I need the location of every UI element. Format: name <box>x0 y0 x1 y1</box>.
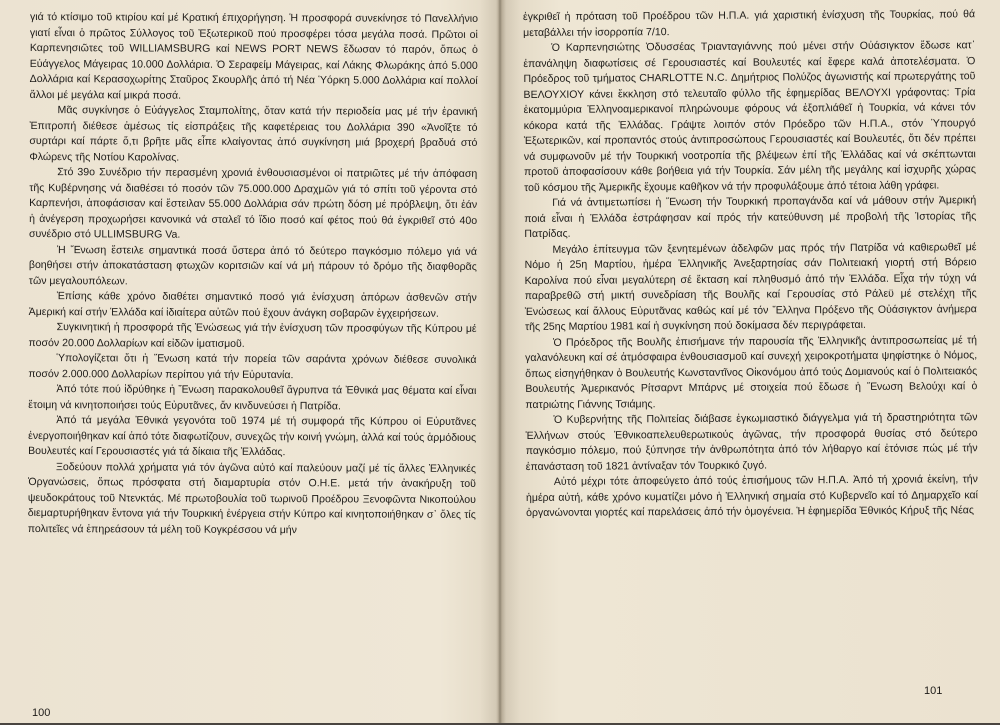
paragraph: Μᾶς συγκίνησε ὁ Εὐάγγελος Σταμπολίτης, ὅταν κατά τήν περιοδεία μας μέ τήν ἐρανική Ἐπιτροπή διέθεσε ἀμέσως τίς εἰσπράξεις τῆς καφετέρειας του Δολλάρια 390 «Ἀνοῖξτε τό συρτάρι καί πάρτε ὅ,τι βρῆτε μᾶς εἶπε κλαίγοντας ἀπό συγκίνηση μιά βροχερή βραδυά στό Φλώρενς τῆς Νοτίου Καρολίνας. <box>29 104 478 164</box>
page-number-left: 100 <box>32 707 51 719</box>
paragraph: Ἐπίσης κάθε χρόνο διαθέτει σημαντικό ποσό γιά ἐνίσχυση ἀπόρων ἀσθενῶν στήν Ἀμερική καί στήν Ἑλλάδα καί ἰδιαίτερα αὐτῶν πού ἔχουν ἀνάγκη σοβαρῶν ἐγχειρήσεων. <box>28 290 477 320</box>
paragraph: Γιά νά ἀντιμετωπίσει ἡ Ἕνωση τήν Τουρκική προπαγάνδα καί νά μάθουν στήν Ἀμερική ποιά εἶναι ἡ Ἑλλάδα ἐστράφησαν καί πρός τήν κατεύθυνση μέ προβολή τῆς Ἱστορίας τῆς Πατρίδας. <box>524 194 977 240</box>
paragraph: Αὐτό μέχρι τότε ἀποφεύγετο ἀπό τούς ἐπισήμους τῶν Η.Π.Α. Ἀπό τή χρονιά ἐκείνη, τήν ἡμέρα αὐτή, κάθε χρόνο κυματίζει μόνο ἡ Ἑλληνική σημαία στό Κυβερνεῖο καί τό Δημαρχεῖο καί ὀργανώνονται γιορτές καί παρελάσεις ἀπό τήν ὁμογένεια. Ἡ ἐφημερίδα Ἐθνικός Κήρυξ τῆς Νέας <box>525 473 979 519</box>
paragraph: γιά τό κτίσιμο τοῦ κτιρίου καί μέ Κρατική έπιχορήγηση. Ἡ προσφορά συνεκίνησε τό Πανελλήνιο γιατί εἶναι ὁ πρῶτος Σύλλογος τοῦ Ἐξωτερικοῦ πού προσφέρει τόσα μεγάλα ποσά. Πρῶτοι οἱ Καρπενησιῶτες τοῦ WILLIAMSBURG καί NEWS PORT NEWS ἔδωσαν τό παρόν, ὅπως ὁ Εὐάγγελος Μάγειρας 10.000 Δολλάρια. Ὁ Σεραφείμ Μάγειρας, καί Λάκης Φλωράκης ἀπό 5.000 Δολλάρια καί Κερασοχωρίτης Σταῦρος Σκουρλῆς ἀπό τή Νέα Ὑόρκη 5.000 Δολλάρια καί πολλοί ἄλλοι μέ μεγάλα καί μικρά ποσά. <box>29 10 478 102</box>
paragraph: ἐγκριθεῖ ἡ πρόταση τοῦ Προέδρου τῶν Η.Π.Α. γιά χαριστική ἐνίσχυση τῆς Τουρκίας, πού θά μεταβάλλει τήν ἰσορροπία 7/10. <box>523 8 976 39</box>
paragraph: Μεγάλο ἐπίτευγμα τῶν ξενητεμένων ἀδελφῶν μας πρός τήν Πατρίδα νά καθιερωθεῖ μέ Νόμο ἡ 25η Μαρτίου, ἡμέρα Ἑλληνικῆς Ἀνεξαρτησίας σάν Πολιτειακή γιορτή στή Βόρειο Καρολίνα πού εἶναι μεγαλύτερη σέ ἔκταση καί πληθυσμό ἀπό τήν Ἑλλάδα. Εἶχα τήν τύχη νά παραβρεθῶ στή μικτή συνεδρίαση τῆς Βουλῆς καί Γερουσίας στό Ράλεϋ μέ στελέχη τῆς Ἑνώσεως καί ἄλλους Εὐρυτᾶνας καθώς καί μέ τόν Ἕλληνα Πρόξενο τῆς Οὐάσιγκτον ἀνήμερα τῆς 25ης Μαρτίου 1981 καί ἡ συγκίνηση πού δοκίμασα δέν περιγράφεται. <box>524 240 977 333</box>
book-gutter <box>480 0 520 723</box>
paragraph: Ἀπό τά μεγάλα Ἐθνικά γεγονότα τοῦ 1974 μέ τή συμφορά τῆς Κύπρου οἱ Εὐρυτᾶνες ἐνεργοποιήθηκαν καί ἀπό τότε διαφωτίζουν, συνεχῶς τήν κοινή γνώμη, ἀλλά καί τούς ἁρμόδιους Βουλευτές καί Γερουσιαστές γιά τά δίκαια τῆς Ἑλλάδας. <box>28 414 477 459</box>
paragraph: Ὁ Πρόεδρος τῆς Βουλῆς ἐπισήμανε τήν παρουσία τῆς Ἑλληνικῆς ἀντιπροσωπείας μέ τή γαλανόλευκη καί σέ ἀτμόσφαιρα ἐνθουσιασμοῦ καί συνεχή χειροκροτήματα ψηφίστηκε ὁ Νόμος, ὅπως εἰσηγήθηκαν ὁ Βουλευτής Κωνσταντῖνος Οἰκονόμου ἀπό τούς Δομιανούς καί ὁ Πολιτειακός Βουλευτής Ἀμερικανός Ρίτσαρντ Μπάρνς μέ στοιχεία πού ἔδωσε ἡ Ἕνωση Βελούχι καί ὁ πατριώτης Γιάννης Τσιάμης. <box>525 333 978 411</box>
paragraph: Ξοδεύουν πολλά χρήματα γιά τόν ἀγῶνα αὐτό καί παλεύουν μαζί μέ τίς ἄλλες Ἑλληνικές Ὀργανώσεις, ὅπως πρόσφατα στή διαμαρτυρία στόν Ο.Η.Ε. μετά τήν ἀνακήρυξη τοῦ ψευδοκράτους τοῦ Ντενκτάς. Μέ πρωτοβουλία τοῦ τωρινοῦ Προέδρου Ξενοφῶντα Νικοπούλου διεμαρτυρήθηκαν ἔντονα γιά τήν Τουρκική ἐνέργεια στήν Κύπρο καί κινητοποιήθηκαν σ᾿ ὅλες τίς πολιτεῖες νά ἐπηρεάσουν τά μέλη τοῦ Κογκρέσσου νά μήν <box>27 460 477 536</box>
paragraph: Συγκινητική ἡ προσφορά τῆς Ἑνώσεως γιά τήν ἐνίσχυση τῶν προσφύγων τῆς Κύπρου μέ ποσόν 20.000 Δολλαρίων καί εἰδῶν ἱματισμοῦ. <box>28 321 477 350</box>
paragraph: Ἀπό τότε πού ἱδρύθηκε ἡ Ἕνωση παρακολουθεῖ ἄγρυπνα τά Ἐθνικά μας θέματα καί εἶναι ἕτοιμη νά κινητοποιήσει τούς Εὐρυτᾶνες, ἄν κινδυνεύσει ἡ Πατρίδα. <box>28 383 477 412</box>
paragraph: Ὁ Καρπενησιώτης Ὀδυσσέας Τριανταγιάννης πού μένει στήν Οὐάσιγκτον ἔδωσε κατ᾿ ἐπανάληψη διαφωτίσεις σέ Γερουσιαστές καί Βουλευτές καί ἔφερε καλά ἀποτελέσματα. Ὁ Πρόεδρος τοῦ τμήματος CHARLOTTE N.C. Δημήτριος Πολύζος ἀγωνιστής καί πρωτεργάτης τοῦ ΒΕΛΟΥΧΙΟΥ κάνει ἔκκληση στό τελευταῖο φύλλο τῆς ἐφημερίδας ΒΕΛΟΥΧΙ γράφοντας: Τρία ἑκατομμύρια Ἑλληνοαμερικανοί πληρώνουμε φόρους νά ἐξοπλιάθεῖ ἡ Τουρκία, νά κάνει τόν κόκορα κατά τῆς Ἑλλάδας. Γράψτε λοιπόν στόν Πρόεδρο τῶν Η.Π.Α., στόν Ὑπουργό Ἐξωτερικῶν, καί προπαντός στούς ἀντιπροσώπους Γερουσιαστές καί Βουλευτές, ὅτι δέν πρέπει νά συμφωνοῦν μέ τήν Τουρκική νοοτροπία τῆς βλέψεων ἐπί τῆς Ἑλλάδας καί νά σκέπτωνται προτοῦ ἀποφασίσουν κάθε βοήθεια γιά τήν Τουρκία. Σάν μέλη τῆς μεγάλης καί ἰσχυρῆς χώρας τοῦ κόσμου τῆς Ἀμερικῆς ἔχουμε καθῆκον νά τήν προφυλάξουμε ἀπό τέτοια λάθη γράφει. <box>523 39 977 194</box>
paragraph: Ὑπολογίζεται ὅτι ἡ Ἕνωση κατά τήν πορεία τῶν σαράντα χρόνων διέθεσε συνολικά ποσόν 2.000.000 Δολλαρίων περίπου γιά τήν Εὐρυτανία. <box>28 352 477 381</box>
paragraph: Ἡ Ἕνωση ἔστειλε σημαντικά ποσά ὕστερα ἀπό τό δεύτερο παγκόσμιο πόλεμο γιά νά βοηθήσει στήν ἀποκατάσταση φτωχῶν κοριτσιῶν καί νά μή πάρουν τό δρόμο τῆς διαφθορᾶς τῶν μεγαλουπόλεων. <box>28 243 477 287</box>
paragraph: Ὁ Κυβερνήτης τῆς Πολιτείας διάβασε ἐγκωμιαστικό διάγγελμα γιά τή δραστηριότητα τῶν Ἑλλήνων στούς Ἐθνικοαπελευθερωτικούς ἀγῶνας, τήν προσφορά θυσίας στό δεύτερο παγκόσμιο πόλεμο, πού ξύπνησε τήν ἀνθρωπότητα ἀπό τόν λήθαργο καί ἐτόνισε πώς μέ τήν ἐπανάσταση τοῦ 1821 ἀντίναξαν τόν Τουρκικό ζυγό. <box>525 411 978 473</box>
paragraph: Στό 39ο Συνέδριο τήν περασμένη χρονιά ἐνθουσιασμένοι οἱ πατριῶτες μέ τήν ἀπόφαση τῆς Κυβέρνησης νά διαθέσει τό ποσόν τῶν 75.000.000 Δραχμῶν γιά τό σπίτι τοῦ γέροντα στό Καρπενήσι, ἀποφάσισαν καί ἔστειλαν 55.000 Δολλάρια σάν πρώτη δόση μέ πρόβλεψη, ὅτι ἐάν ἡ ἀνέγερση προχωρήσει κανονικά νά σταλεῖ τό ἴδιο ποσό καί φέτος πού θά ἐγκριθεῖ στό 40ο συνέδριο στό ULLIMSBURG Va. <box>28 166 478 241</box>
left-page <box>27 10 478 725</box>
page-number-right: 101 <box>924 685 943 697</box>
right-page <box>523 7 979 723</box>
